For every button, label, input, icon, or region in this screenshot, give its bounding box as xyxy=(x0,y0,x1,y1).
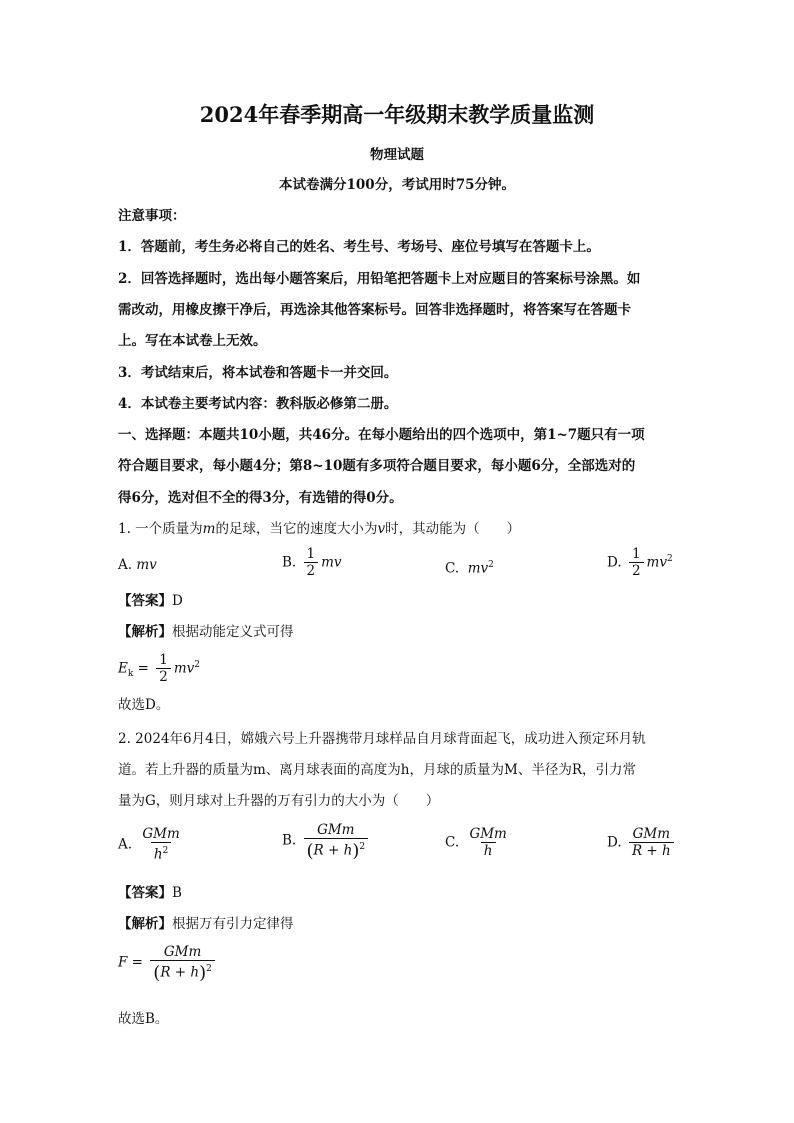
numerator: 1 xyxy=(306,546,316,562)
eq-sign: = xyxy=(131,954,143,971)
section-instructions: 符合题目要求，每小题4分；第8~10题有多项符合题目要求，每小题6分，全部选对的 xyxy=(118,458,636,474)
fraction xyxy=(150,944,215,982)
q2-option-a xyxy=(118,826,186,864)
fraction xyxy=(304,822,369,860)
paren: ( xyxy=(153,962,161,984)
analysis-text: 根据动能定义式可得 xyxy=(172,624,294,640)
option-label: D. xyxy=(607,554,622,571)
note-item: 2．回答选择题时，选出每小题答案后，用铅笔把答题卡上对应题目的答案标号涂黑。如 xyxy=(118,271,641,287)
q1-option-b xyxy=(282,546,342,580)
answer-value: D xyxy=(172,593,183,609)
notes-heading: 注意事项： xyxy=(118,208,186,224)
question-1-stem xyxy=(118,520,520,538)
var-r-plus-h: R + h xyxy=(313,842,353,859)
fraction-half xyxy=(156,652,171,686)
numerator: GMm xyxy=(632,826,671,842)
q2-option-b xyxy=(282,822,371,860)
q1-stem-mid: 的足球，当它的速度大小为 xyxy=(215,521,378,537)
q1-answer xyxy=(118,592,183,610)
answer-tag: 【答案】 xyxy=(118,885,172,901)
question-2-stem: 2. 2024年6月4日，嫦娥六号上升器携带月球样品自月球背面起飞，成功进入预定环月轨 xyxy=(118,731,646,747)
paren: ) xyxy=(199,962,207,984)
exponent: 2 xyxy=(206,964,212,974)
question-2-stem: 量为G，则月球对上升器的万有引力的大小为（ ） xyxy=(118,793,440,809)
note-item: 1．答题前，考生务必将自己的姓名、考生号、考场号、座位号填写在答题卡上。 xyxy=(118,239,600,255)
paren: ( xyxy=(306,840,314,862)
option-label: C. xyxy=(445,834,460,851)
fraction xyxy=(139,826,182,864)
option-label: B. xyxy=(282,554,297,571)
exponent: 2 xyxy=(162,846,169,856)
q1-conclusion: 故选D。 xyxy=(118,697,170,713)
q1-equation xyxy=(118,652,200,686)
q2-answer xyxy=(118,884,182,902)
option-label: A. xyxy=(118,557,133,573)
page-subtitle: 物理试题 xyxy=(370,147,424,163)
denominator xyxy=(150,960,215,982)
exam-info: 本试卷满分100分，考试用时75分钟。 xyxy=(279,177,515,193)
eq-expr: mv xyxy=(173,660,195,677)
q2-conclusion: 故选B。 xyxy=(118,1011,169,1027)
option-label: D. xyxy=(607,834,622,851)
numerator: 1 xyxy=(631,546,641,562)
numerator: GMm xyxy=(317,822,355,838)
var-h: h xyxy=(153,846,163,863)
denominator: 2 xyxy=(629,562,644,580)
q1-analysis xyxy=(118,623,294,641)
eq-sign: = xyxy=(137,660,149,677)
question-2-stem: 道。若上升器的质量为m、离月球表面的高度为h，月球的质量为M、半径为R，引力常 xyxy=(118,762,636,778)
fraction xyxy=(466,826,509,860)
numerator: GMm xyxy=(163,944,202,960)
option-label: A. xyxy=(118,836,133,853)
q2-analysis xyxy=(118,915,294,933)
fraction-half xyxy=(304,546,319,580)
denominator: 2 xyxy=(156,668,171,686)
q2-option-c xyxy=(445,826,513,860)
analysis-text: 根据万有引力定律得 xyxy=(172,916,294,932)
q1-stem-suffix: 时，其动能为（ ） xyxy=(385,521,521,537)
fraction xyxy=(629,826,674,860)
q2-option-d xyxy=(607,826,677,860)
exponent: 2 xyxy=(359,842,366,852)
option-expr: mv xyxy=(646,554,667,571)
q1-option-c xyxy=(445,556,494,578)
analysis-tag: 【解析】 xyxy=(118,624,172,640)
answer-value: B xyxy=(172,885,182,901)
exponent: 2 xyxy=(488,560,494,570)
page-title: 2024年春季期高一年级期末教学质量监测 xyxy=(199,102,595,127)
numerator: GMm xyxy=(469,826,507,842)
denominator: 2 xyxy=(304,562,319,580)
q1-option-a xyxy=(118,556,157,574)
numerator: GMm xyxy=(142,826,180,842)
var-m: m xyxy=(202,521,216,537)
note-item: 上。写在本试卷上无效。 xyxy=(118,333,267,349)
fraction-half xyxy=(629,546,644,580)
numerator: 1 xyxy=(159,652,168,668)
var-r-plus-h: R + h xyxy=(160,964,200,981)
denominator xyxy=(304,838,369,860)
eq-symbol: F xyxy=(118,954,128,971)
option-expr: mv xyxy=(467,560,489,577)
note-item: 需改动，用橡皮擦干净后，再选涂其他答案标号。回答非选择题时，将答案写在答题卡 xyxy=(118,302,631,318)
note-item: 3．考试结束后，将本试卷和答题卡一并交回。 xyxy=(118,365,398,381)
denominator: h xyxy=(481,842,496,860)
option-expr: mv xyxy=(136,557,157,573)
denominator xyxy=(151,842,171,864)
section-instructions: 一、选择题：本题共10小题，共46分。在每小题给出的四个选项中，第1~7题只有一项 xyxy=(118,427,645,443)
exponent: 2 xyxy=(194,660,200,670)
eq-symbol: E xyxy=(118,660,128,677)
eq-subscript: k xyxy=(127,669,134,680)
option-expr: mv xyxy=(321,554,342,571)
option-label: C. xyxy=(445,560,460,577)
paren: ) xyxy=(352,840,360,862)
section-instructions: 得6分，选对但不全的得3分，有选错的得0分。 xyxy=(118,490,403,506)
analysis-tag: 【解析】 xyxy=(118,916,172,932)
option-label: B. xyxy=(282,832,297,849)
denominator: R + h xyxy=(629,842,674,860)
var-v: v xyxy=(377,521,386,537)
q1-stem-prefix: 1. 一个质量为 xyxy=(118,521,203,537)
exponent: 2 xyxy=(666,554,673,564)
note-item: 4．本试卷主要考试内容：教科版必修第二册。 xyxy=(118,396,398,412)
answer-tag: 【答案】 xyxy=(118,593,172,609)
q2-equation xyxy=(118,944,218,982)
q1-option-d xyxy=(607,546,673,580)
